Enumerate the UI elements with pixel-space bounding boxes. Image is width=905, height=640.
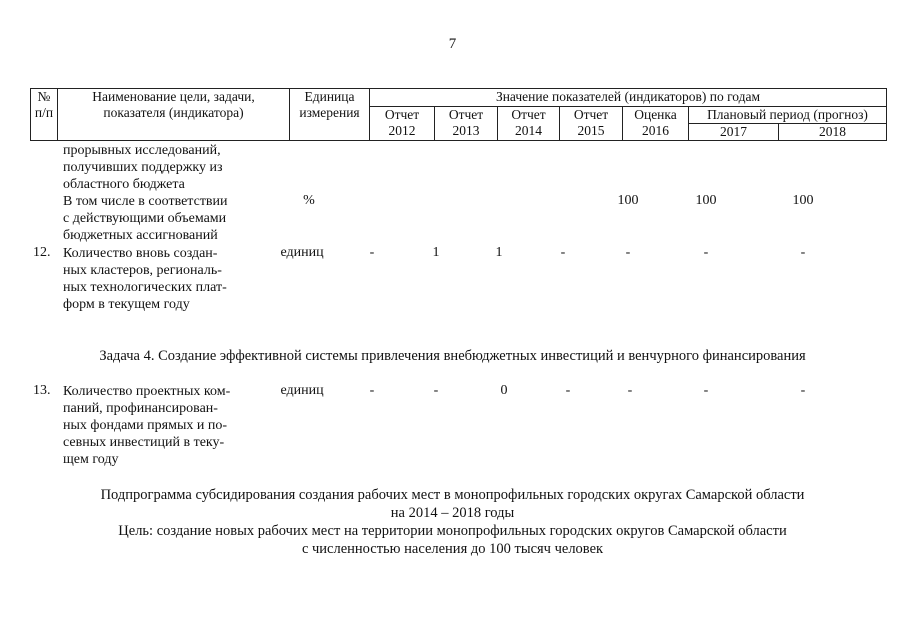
row-12-value-2012: - [369, 245, 375, 260]
col-2012-header: Отчет 2012 [370, 107, 435, 141]
col-2014-header: Отчет 2014 [498, 107, 560, 141]
page-number: 7 [448, 36, 457, 52]
subprogram-goal-line-1: Цель: создание новых рабочих мест на территории монопрофильных городских округов Самарской области [118, 523, 787, 539]
row-12-unit: единиц [280, 245, 324, 260]
row-12-name: Количество вновь создан- ных кластеров, региональ- ных технологических плат- форм в текущем году [63, 246, 227, 312]
row-12-number: 12. [33, 245, 51, 260]
col-unit-header: Единица измерения [290, 89, 370, 141]
row-12-value-2013: 1 [432, 245, 440, 260]
row-13-value-2013: - [433, 383, 439, 398]
row-13-value-2014: 0 [500, 383, 508, 398]
subprogram-title-line-1: Подпрограмма субсидирования создания рабочих мест в монопрофильных городских округах Самарской области [100, 487, 805, 503]
row-12-value-2016: - [625, 245, 631, 260]
plan-period-header: Плановый период (прогноз) [689, 107, 887, 124]
subrow-value-2018: 100 [792, 193, 814, 208]
row-12-value-2018: - [800, 245, 806, 260]
col-num-header: № п/п [31, 89, 58, 141]
row-continued-name: прорывных исследований, получивших поддержку из областного бюджета [63, 143, 223, 192]
subrow-name: В том числе в соответствии с действующими объемами бюджетных ассигнований [63, 194, 228, 243]
task-4-heading: Задача 4. Создание эффективной системы привлечения внебюджетных инвестиций и венчурного финансирования [99, 348, 806, 364]
col-2018-header: 2018 [779, 124, 887, 141]
col-2015-header: Отчет 2015 [560, 107, 623, 141]
subrow-value-2016: 100 [617, 193, 639, 208]
row-12-value-2014: 1 [495, 245, 503, 260]
col-2016-header: Оценка 2016 [623, 107, 689, 141]
indicator-table-header [30, 88, 887, 141]
row-13-unit: единиц [280, 383, 324, 398]
row-13-value-2015: - [565, 383, 571, 398]
row-13-number: 13. [33, 383, 51, 398]
col-2013-header: Отчет 2013 [435, 107, 498, 141]
row-12-value-2017: - [703, 245, 709, 260]
row-13-name: Количество проектных ком- паний, профинансирован- ных фондами прямых и по- севных инвестиций в теку- щем году [63, 384, 231, 467]
row-13-value-2012: - [369, 383, 375, 398]
row-13-value-2018: - [800, 383, 806, 398]
subprogram-title-line-2: на 2014 – 2018 годы [390, 505, 515, 521]
row-12-value-2015: - [560, 245, 566, 260]
values-title: Значение показателей (индикаторов) по годам [370, 89, 887, 107]
subrow-unit: % [303, 193, 315, 208]
row-13-value-2016: - [627, 383, 633, 398]
col-2017-header: 2017 [689, 124, 779, 141]
row-13-value-2017: - [703, 383, 709, 398]
subprogram-goal-line-2: с численностью населения до 100 тысяч человек [301, 541, 604, 557]
subrow-value-2017: 100 [695, 193, 717, 208]
col-name-header: Наименование цели, задачи, показателя (индикатора) [58, 89, 290, 141]
